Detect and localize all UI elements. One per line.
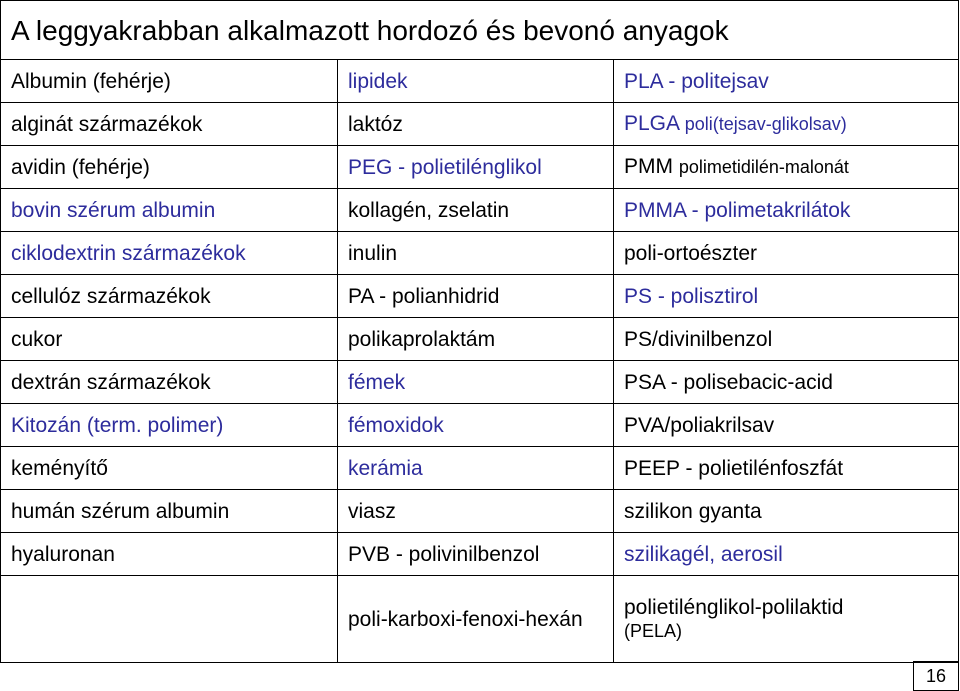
cell-text: PLA - politejsav <box>624 69 769 93</box>
table-cell <box>1 533 338 576</box>
table-cell <box>1 275 338 318</box>
cell-text: PS/divinilbenzol <box>624 327 773 351</box>
title-row <box>1 1 959 60</box>
table-cell <box>1 60 338 103</box>
cell-subtext: (PELA) <box>624 620 683 641</box>
table-cell <box>1 576 338 663</box>
table-row <box>1 103 959 146</box>
table-cell <box>338 361 614 404</box>
table-cell <box>1 490 338 533</box>
table-cell <box>1 232 338 275</box>
table-cell <box>338 404 614 447</box>
table-cell <box>338 447 614 490</box>
page-number: 16 <box>913 661 959 691</box>
cell-text: PEEP - polietilénfoszfát <box>624 456 844 480</box>
cell-text: PMMA - polimetakrilátok <box>624 198 851 222</box>
cell-text: humán szérum albumin <box>11 499 230 523</box>
cell-text: bovin szérum albumin <box>11 198 216 222</box>
cell-text: inulin <box>348 241 398 265</box>
cell-text: poli-ortoészter <box>624 241 758 265</box>
table-cell <box>614 447 959 490</box>
cell-text: poli-karboxi-fenoxi-hexán <box>348 607 583 631</box>
table-row <box>1 189 959 232</box>
cell-text: keményítő <box>11 456 108 480</box>
cell-text: hyaluronan <box>11 542 115 566</box>
table-cell <box>1 318 338 361</box>
table-cell <box>614 146 959 189</box>
table-cell <box>338 60 614 103</box>
cell-text: alginát származékok <box>11 112 203 136</box>
cell-text: viasz <box>348 499 396 523</box>
cell-text: szilikon gyanta <box>624 499 762 523</box>
cell-text: PMM <box>624 155 673 178</box>
table-cell <box>1 361 338 404</box>
table-row <box>1 60 959 103</box>
cell-text: Albumin (fehérje) <box>11 69 171 93</box>
table-cell <box>614 361 959 404</box>
table-cell <box>614 60 959 103</box>
table-cell <box>614 189 959 232</box>
table-cell <box>1 189 338 232</box>
cell-text: polietilénglikol-polilaktid <box>624 595 844 619</box>
slide-title: A leggyakrabban alkalmazott hordozó és bevonó anyagok <box>1 1 959 60</box>
cell-text: PS - polisztirol <box>624 284 759 308</box>
table-cell <box>338 275 614 318</box>
table-cell <box>338 533 614 576</box>
table-cell <box>1 103 338 146</box>
table-cell <box>338 189 614 232</box>
cell-text: PVB - polivinilbenzol <box>348 542 540 566</box>
table-row <box>1 318 959 361</box>
table-cell <box>338 103 614 146</box>
cell-text: cellulóz származékok <box>11 284 211 308</box>
cell-text: avidin (fehérje) <box>11 155 150 179</box>
cell-text: polikaprolaktám <box>348 327 496 351</box>
cell-text: PLGA <box>624 112 679 135</box>
cell-text: ciklodextrin származékok <box>11 241 246 265</box>
table-row <box>1 533 959 576</box>
cell-text: laktóz <box>348 112 403 136</box>
table-cell <box>614 576 959 663</box>
table-cell <box>1 146 338 189</box>
table-cell <box>614 533 959 576</box>
table-row <box>1 146 959 189</box>
table-cell <box>338 490 614 533</box>
table-cell <box>614 404 959 447</box>
table-cell <box>338 232 614 275</box>
table-cell <box>614 103 959 146</box>
table-row <box>1 275 959 318</box>
table-cell <box>1 404 338 447</box>
cell-text: lipidek <box>348 69 408 93</box>
table-cell <box>338 318 614 361</box>
table-cell <box>338 576 614 663</box>
cell-text: PEG - polietilénglikol <box>348 155 542 179</box>
table-cell <box>338 146 614 189</box>
table-cell <box>614 490 959 533</box>
cell-text: PVA/poliakrilsav <box>624 413 775 437</box>
table-row <box>1 447 959 490</box>
cell-subtext: polimetidilén-malonát <box>678 157 849 177</box>
cell-text: szilikagél, aerosil <box>624 542 783 566</box>
cell-text: fémek <box>348 370 406 394</box>
table-cell <box>614 275 959 318</box>
cell-text: cukor <box>11 327 63 351</box>
cell-text: dextrán származékok <box>11 370 211 394</box>
table-cell <box>614 318 959 361</box>
table-row <box>1 490 959 533</box>
cell-text: kerámia <box>348 456 423 480</box>
cell-text: PA - polianhidrid <box>348 284 500 308</box>
table-row <box>1 361 959 404</box>
cell-subtext: poli(tejsav-glikolsav) <box>684 114 847 134</box>
table-cell <box>614 232 959 275</box>
cell-text: PSA - polisebacic-acid <box>624 370 833 394</box>
table-cell <box>1 447 338 490</box>
table-row <box>1 404 959 447</box>
table-row <box>1 576 959 663</box>
table-row <box>1 232 959 275</box>
cell-text: fémoxidok <box>348 413 444 437</box>
cell-text: Kitozán (term. polimer) <box>11 413 224 437</box>
cell-text: kollagén, zselatin <box>348 198 510 222</box>
